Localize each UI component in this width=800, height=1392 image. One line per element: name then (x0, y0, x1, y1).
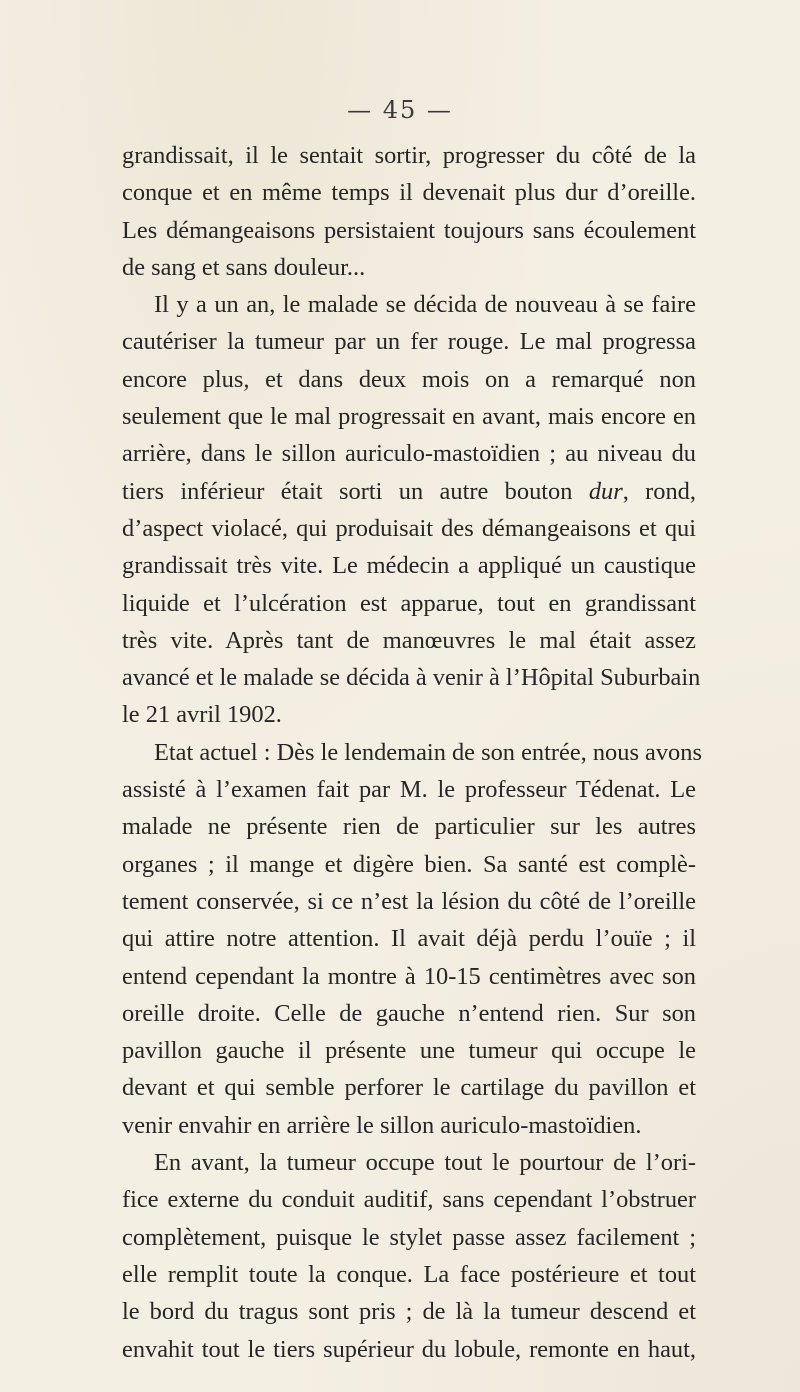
text-line: seulement que le mal progressait en avant, mais encore en (122, 403, 696, 431)
text-fragment: , rond, (622, 477, 696, 505)
paragraph-start-line: En avant, la tumeur occupe tout le pourtour de l’ori- (154, 1149, 696, 1177)
paragraph-start-line: Etat actuel : Dès le lendemain de son entrée, nous avons (154, 738, 702, 766)
paragraph-start-line: Il y a un an, le malade se décida de nouveau à se faire (154, 291, 696, 319)
text-line: avancé et le malade se décida à venir à l’Hôpital Suburbain (122, 664, 701, 692)
text-line: malade ne présente rien de particulier sur les autres (122, 813, 696, 841)
text-line: qui attire notre attention. Il avait déjà perdu l’ouïe ; il (122, 925, 696, 953)
italic-word: dur (588, 477, 623, 505)
text-line: devant et qui semble perforer le cartilage du pavillon et (122, 1074, 696, 1102)
text-line: pavillon gauche il présente une tumeur qui occupe le (122, 1037, 696, 1065)
text-line: arrière, dans le sillon auriculo-mastoïdien ; au niveau du (122, 440, 696, 468)
text-line: elle remplit toute la conque. La face postérieure et tout (122, 1260, 696, 1288)
text-line: encore plus, et dans deux mois on a remarqué non (122, 365, 696, 393)
text-fragment: tiers inférieur était sorti un autre bouton (122, 477, 573, 505)
text-line: cautériser la tumeur par un fer rouge. Le mal progressa (122, 328, 696, 356)
text-line: grandissait très vite. Le médecin a appliqué un caustique (122, 552, 696, 580)
text-line-with-italic (122, 473, 696, 510)
body-text (122, 137, 702, 1368)
text-line: venir envahir en arrière le sillon auriculo-mastoïdien. (122, 1111, 642, 1139)
text-line: entend cependant la montre à 10-15 centimètres avec son (122, 962, 696, 990)
text-line: assisté à l’examen fait par M. le professeur Tédenat. Le (122, 776, 696, 804)
page-number: — 45 — (347, 96, 453, 124)
text-line: complètement, puisque le stylet passe assez facilement ; (122, 1223, 696, 1251)
text-line: d’aspect violacé, qui produisait des démangeaisons et qui (122, 514, 696, 542)
text-line: tement conservée, si ce n’est la lésion du côté de l’oreille (122, 887, 696, 915)
text-line: grandissait, il le sentait sortir, progresser du côté de la (122, 142, 696, 169)
text-line: Les démangeaisons persistaient toujours sans écoulement (122, 216, 696, 244)
text-line: le 21 avril 1902. (122, 701, 282, 729)
text-line: envahit tout le tiers supérieur du lobule, remonte en haut, (122, 1335, 696, 1363)
text-line: fice externe du conduit auditif, sans cependant l’obstruer (122, 1186, 696, 1214)
text-line: liquide et l’ulcération est apparue, tout en grandissant (122, 589, 696, 617)
text-line: conque et en même temps il devenait plus dur d’oreille. (122, 179, 696, 207)
text-line: organes ; il mange et digère bien. Sa santé est complè- (122, 850, 696, 878)
text-line: le bord du tragus sont pris ; de là la tumeur descend et (122, 1298, 696, 1326)
text-line: très vite. Après tant de manœuvres le mal était assez (122, 626, 696, 654)
text-line: oreille droite. Celle de gauche n’entend rien. Sur son (122, 999, 696, 1027)
text-line: de sang et sans douleur... (122, 253, 366, 281)
